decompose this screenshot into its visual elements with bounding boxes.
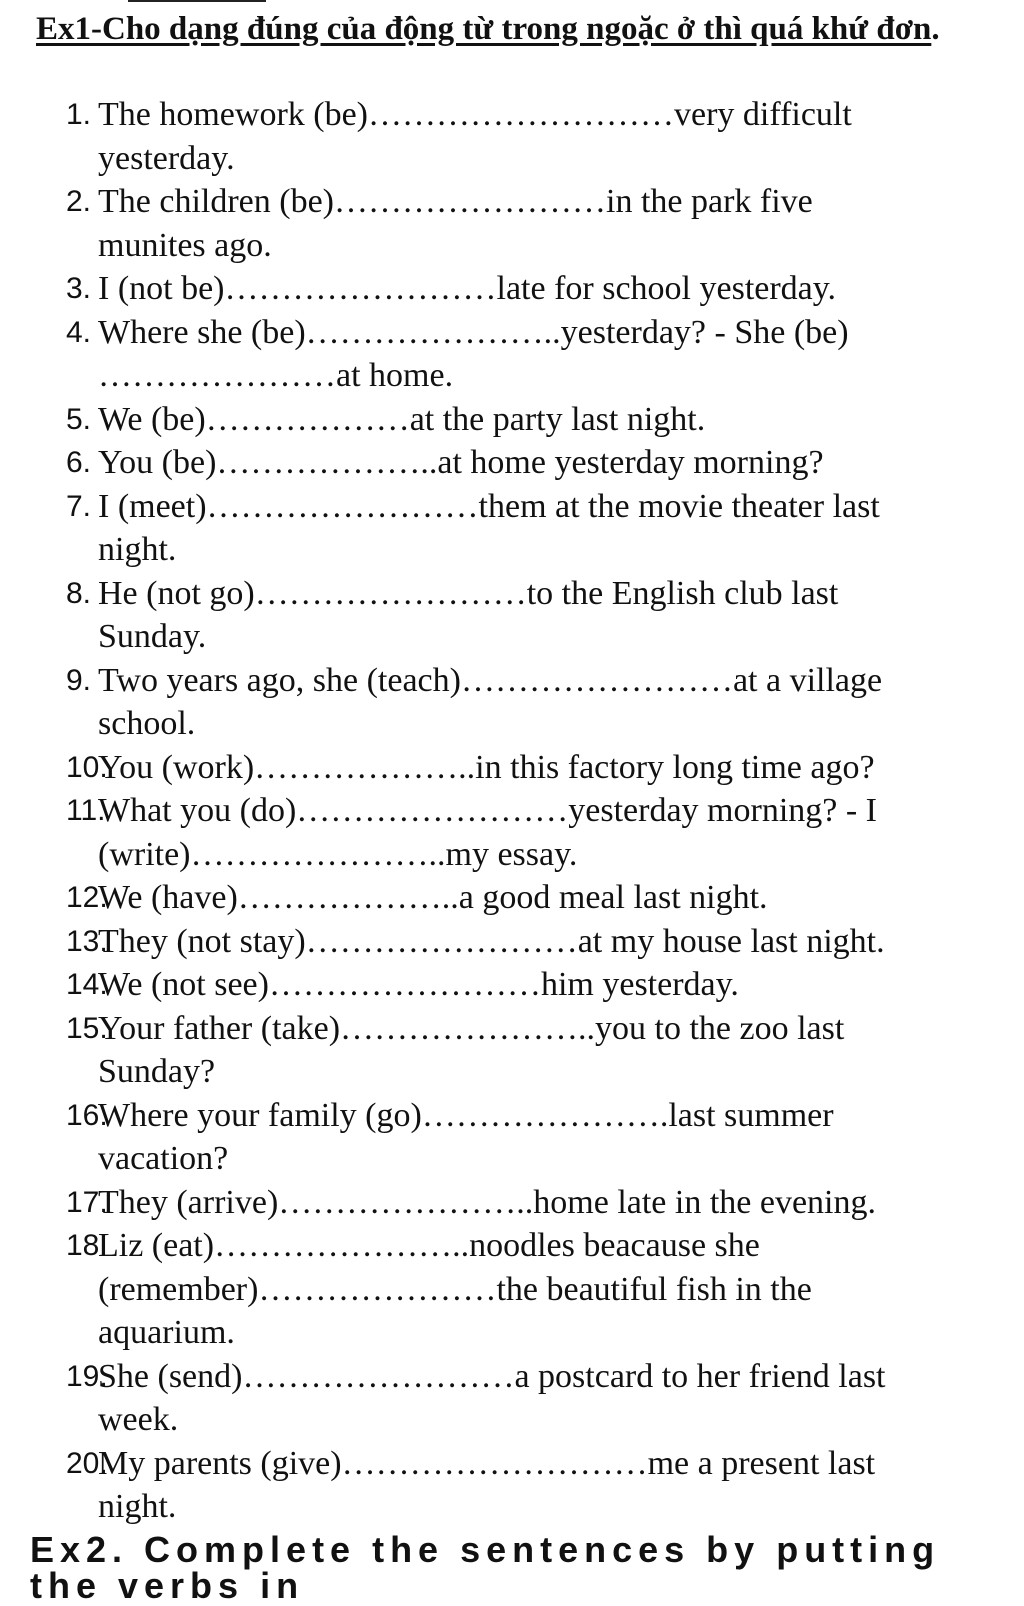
top-divider: [128, 0, 266, 2]
item-line: Sunday?: [98, 1053, 216, 1090]
exercise-item: [0, 963, 978, 1007]
item-line: They (arrive)…………………..home late in the evening.: [98, 1183, 876, 1221]
item-line: I (not be)……………………late for school yesterday.: [98, 270, 837, 307]
next-exercise-text: Ex2. Complete the sentences by putting the verbs in: [30, 1529, 941, 1606]
exercise-title: [36, 8, 996, 51]
item-line: We (not see)……………………him yesterday.: [98, 966, 739, 1003]
exercise-item: [0, 441, 978, 485]
item-line: My parents (give)………………………me a present last: [98, 1444, 876, 1482]
item-line: school.: [98, 705, 196, 742]
item-line: …………………at home.: [98, 357, 454, 394]
item-line: You (be)………………..at home yesterday morning?: [98, 444, 824, 481]
item-number: 16.: [66, 1098, 108, 1132]
item-line: The homework (be)………………………very difficult: [98, 96, 852, 133]
item-line: I (meet)……………………them at the movie theater last: [98, 487, 880, 525]
exercise-title-period: .: [931, 11, 940, 47]
item-line: (write)…………………..my essay.: [98, 835, 578, 873]
item-line: yesterday.: [98, 139, 235, 177]
item-line: vacation?: [98, 1140, 229, 1177]
item-line: night.: [98, 1488, 177, 1525]
item-line: They (not stay)……………………at my house last night.: [98, 922, 885, 960]
item-line: He (not go)……………………to the English club last: [98, 574, 839, 612]
item-line: The children (be)……………………in the park five: [98, 183, 813, 220]
item-line: We (have)………………..a good meal last night.: [98, 879, 768, 916]
exercise-item: [0, 267, 978, 311]
exercise-list: [0, 93, 1024, 1529]
exercise-item: [0, 398, 978, 442]
item-line: Where your family (go)………………….last summer: [98, 1096, 834, 1134]
item-number: 12.: [66, 881, 108, 914]
item-line: Where she (be)…………………..yesterday? - She (be): [98, 313, 849, 351]
exercise-item: [0, 1181, 978, 1225]
item-line: munites ago.: [98, 226, 272, 264]
item-number: 18.: [66, 1229, 108, 1262]
item-number: 7.: [66, 489, 92, 523]
exercise-title-text: Ex1-Cho dạng đúng của động từ trong ngoặc ở thì quá khứ đơn: [36, 11, 932, 47]
item-line: week.: [98, 1401, 179, 1438]
item-number: 8.: [66, 576, 92, 610]
exercise-item: [0, 311, 978, 398]
exercise-item: [0, 1355, 978, 1442]
item-line: night.: [98, 531, 177, 568]
item-line: Sunday.: [98, 618, 207, 655]
item-number: 9.: [66, 663, 92, 697]
item-number: 2.: [66, 185, 92, 218]
exercise-item: [0, 746, 978, 790]
exercise-item: [0, 659, 978, 746]
item-number: 17.: [66, 1185, 108, 1219]
item-line: We (be)………………at the party last night.: [98, 400, 706, 438]
exercise-item: [0, 485, 978, 572]
item-number: 3.: [66, 272, 92, 305]
item-number: 15.: [66, 1011, 108, 1045]
item-number: 10.: [66, 750, 108, 784]
item-number: 6.: [66, 446, 92, 479]
item-line: aquarium.: [98, 1314, 235, 1351]
exercise-item: [0, 876, 978, 920]
exercise-item: [0, 180, 978, 267]
item-number: 13.: [66, 924, 108, 958]
item-line: You (work)………………..in this factory long time ago?: [98, 748, 875, 786]
exercise-item: [0, 572, 978, 659]
item-line: Your father (take)…………………..you to the zoo last: [98, 1009, 845, 1047]
item-number: 20.: [66, 1446, 108, 1480]
exercise-item: [0, 93, 978, 180]
item-line: Liz (eat)…………………..noodles beacause she: [98, 1227, 760, 1264]
exercise-item: [0, 1007, 978, 1094]
exercise-item: [0, 789, 978, 876]
next-exercise-heading-cut: [30, 1529, 1020, 1606]
item-number: 5.: [66, 402, 92, 436]
item-number: 1.: [66, 98, 92, 131]
exercise-item: [0, 1224, 978, 1355]
item-number: 19.: [66, 1359, 108, 1393]
item-number: 11.: [66, 794, 106, 827]
exercise-item: [0, 1442, 978, 1529]
item-number: 4.: [66, 315, 92, 349]
item-line: (remember)…………………the beautiful fish in the: [98, 1270, 812, 1308]
item-number: 14.: [66, 968, 108, 1001]
exercise-item: [0, 1094, 978, 1181]
exercise-item: [0, 920, 978, 964]
item-line: She (send)……………………a postcard to her friend last: [98, 1357, 886, 1395]
item-line: What you (do)……………………yesterday morning? - I: [98, 792, 877, 829]
item-line: Two years ago, she (teach)……………………at a village: [98, 661, 883, 699]
